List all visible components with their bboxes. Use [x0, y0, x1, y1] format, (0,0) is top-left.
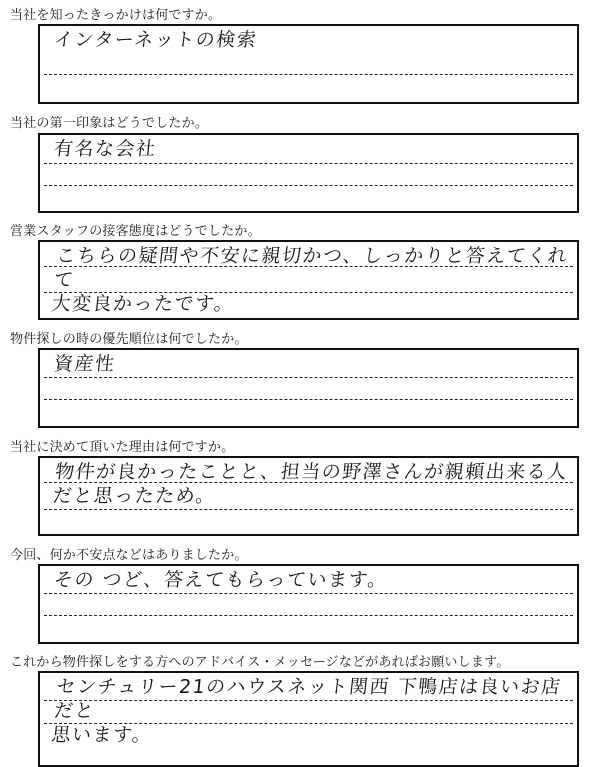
question-label: 営業スタッフの接客態度はどうでしたか。 — [10, 224, 261, 239]
question-label: 当社の第一印象はどうでしたか。 — [10, 116, 209, 131]
ruled-line — [44, 163, 573, 164]
handwritten-answer: センチュリー21のハウスネット関西 下鴨店は良いお店だと 思います。 — [50, 676, 563, 746]
question-label: 物件探しの時の優先順位は何でしたか。 — [10, 332, 248, 347]
answer-box — [38, 240, 579, 320]
answer-box — [38, 456, 579, 536]
handwritten-answer: こちらの疑問や不安に親切かつ、しっかりと答えてくれて 大変良かったです。 — [50, 245, 570, 315]
question-label: 当社に決めて頂いた理由は何ですか。 — [10, 440, 235, 455]
answer-box — [38, 564, 579, 644]
ruled-line — [44, 185, 573, 186]
handwritten-answer: 物件が良かったことと、担当の野澤さんが親頼出来る人 だと思ったため。 — [51, 461, 569, 507]
answer-box — [38, 133, 579, 213]
handwritten-answer: インターネットの検索 — [52, 29, 259, 51]
handwritten-answer: その つど、答えてもらっています。 — [52, 569, 390, 591]
question-label: これから物件探しをする方へのアドバイス・メッセージなどがあればお願いします。 — [10, 655, 510, 670]
question-label: 今回、何か不安点などはありましたか。 — [10, 548, 248, 563]
ruled-line — [44, 593, 573, 594]
ruled-line — [44, 74, 573, 75]
answer-box — [38, 671, 579, 767]
answer-box — [38, 348, 579, 428]
handwritten-answer: 有名な会社 — [52, 138, 158, 160]
handwritten-answer: 資産性 — [52, 353, 117, 375]
answer-box — [38, 24, 579, 104]
ruled-line — [44, 615, 573, 616]
ruled-line — [44, 509, 573, 510]
question-label: 当社を知ったきっかけは何ですか。 — [10, 8, 222, 23]
ruled-line — [44, 377, 573, 378]
ruled-line — [44, 399, 573, 400]
